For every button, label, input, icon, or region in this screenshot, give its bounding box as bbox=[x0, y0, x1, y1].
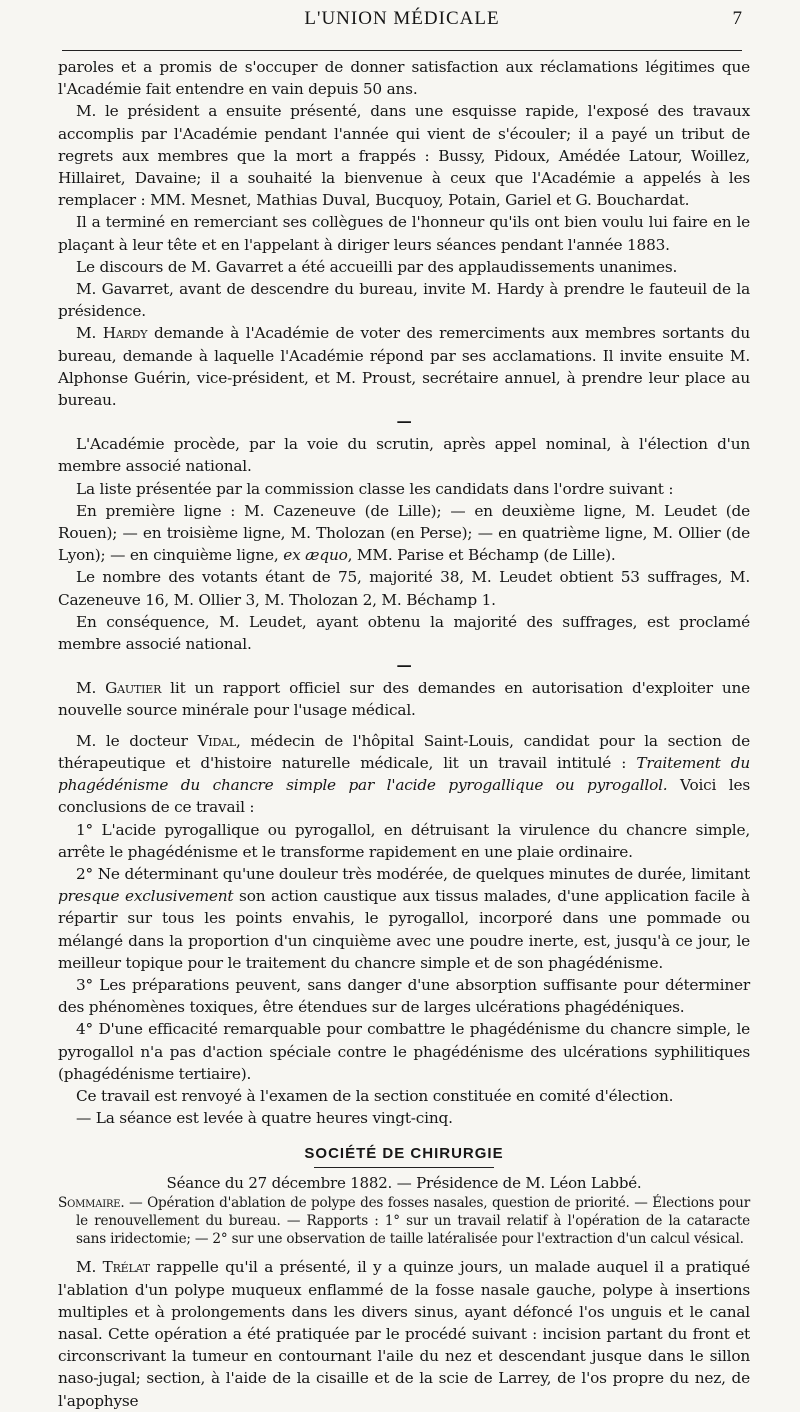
paragraph bbox=[58, 730, 750, 819]
paragraph-text: , MM. Parise et Béchamp (de Lille). bbox=[347, 546, 616, 565]
paragraph-text: demande à l'Académie de voter des remerciments aux membres sortants du bureau, demande à laquelle l'Académie répond par ses acclamations. Il invite ensuite M. Alphonse Guérin, vice-président, et M. Proust, secrétaire annuel, à prendre leur place au bureau. bbox=[58, 324, 750, 410]
paragraph-text: lit un rapport officiel sur des demandes en autorisation d'exploiter une nouvelle source minérale pour l'usage médical. bbox=[58, 679, 750, 720]
italic-text: ex æquo bbox=[283, 546, 348, 565]
work-title: Traitement du phagédénisme du chancre simple par l'acide pyrogallique ou pyrogallol. bbox=[58, 753, 750, 795]
paragraph-text: son action caustique aux tissus malades, d'une application facile à répartir sur tous les points envahis, le pyrogallol, incorporé dans une pommade ou mélangé dans la proportion d'un cinquième avec une poudre inerte, est, jusqu'à ce jour, le meilleur topique pour le traitement du chancre simple et de son phagédénisme. bbox=[58, 887, 750, 972]
paragraph-text: rappelle qu'il a présenté, il y a quinze jours, un malade auquel il a pratiqué l'ablation d'un polype muqueux enflammé de la fosse nasale gauche, polype à insertions multiples et à prolongements dans les divers sinus, ayant défoncé l'os unguis et le canal nasal. Cette opération a été pratiquée par le procédé suivant : incision partant du front et circonscrivant la tumeur en contournant l'aile du nez et descendant jusque dans le sillon naso-jugal; section, à l'aide de la cisaille et de la scie de Larrey, de l'os propre du nez, de l'apophyse bbox=[58, 1258, 750, 1410]
sommaire bbox=[58, 1194, 750, 1248]
running-header bbox=[62, 6, 742, 34]
paragraph: M. le président a ensuite présenté, dans une esquisse rapide, l'exposé des travaux accomplis par l'Académie pendant l'année qui vient de s'écouler; il a payé un tribut de regrets aux membres que la mort a frappés : Bussy, Pidoux, Amédée Latour, Woillez, Hillairet, Davaine; il a souhaité la bienvenue à ceux que l'Académie a appelés à les remplacer : MM. Mesnet, Mathias Duval, Bucquoy, Potain, Gariel et G. Bouchardat. bbox=[58, 102, 750, 210]
paragraph bbox=[58, 500, 750, 567]
header-rule bbox=[62, 50, 742, 51]
paragraph: M. Gavarret, avant de descendre du bureau, invite M. Hardy à prendre le fauteuil de la présidence. bbox=[58, 280, 750, 321]
paragraph: Ce travail est renvoyé à l'examen de la section constituée en comité d'élection. bbox=[76, 1086, 674, 1105]
sommaire-label: Sommaire. bbox=[58, 1195, 125, 1212]
paragraph: Le discours de M. Gavarret a été accueilli par des applaudissements unanimes. bbox=[76, 257, 678, 276]
conclusion-item bbox=[58, 863, 750, 974]
paragraph-text: , médecin de l'hôpital Saint-Louis, candidat pour la section de thérapeutique et d'histoire naturelle médicale, lit un travail intitulé : bbox=[58, 731, 750, 772]
conclusion-item: 3° Les préparations peuvent, sans danger d'une absorption suffisante pour déterminer des phénomènes toxiques, être étendues sur de larges ulcérations phagédéniques. bbox=[58, 975, 750, 1017]
paragraph bbox=[58, 322, 750, 411]
paragraph-text: M. le docteur bbox=[76, 731, 198, 750]
paragraph: — La séance est levée à quatre heures vingt-cinq. bbox=[76, 1109, 453, 1128]
paragraph-text: En première ligne : M. Cazeneuve (de Lille); — en deuxième ligne, M. Leudet (de Rouen); — en troisième ligne, M. Tholozan (en Perse); — en quatrième ligne, M. Ollier (de Lyon); — en cinquième ligne, bbox=[58, 501, 750, 565]
conclusion-item: 1° L'acide pyrogallique ou pyrogallol, en détruisant la virulence du chancre simple, arrête le phagédénisme et le transforme rapidement en une plaie ordinaire. bbox=[58, 820, 750, 861]
paragraph: La liste présentée par la commission classe les candidats dans l'ordre suivant : bbox=[76, 479, 674, 498]
page-number: 7 bbox=[732, 8, 742, 29]
seance-line: Séance du 27 décembre 1882. — Présidence de M. Léon Labbé. bbox=[166, 1174, 642, 1193]
paragraph-text: 2° Ne déterminant qu'une douleur très modérée, de quelques minutes de durée, limitant bbox=[76, 864, 750, 883]
paragraph: paroles et a promis de s'occuper de donner satisfaction aux réclamations légitimes que l'Académie fait entendre en vain depuis 50 ans. bbox=[58, 58, 750, 99]
paragraph: Il a terminé en remerciant ses collègues de l'honneur qu'ils ont bien voulu lui faire en le plaçant à leur tête et en l'appelant à diriger leurs séances pendant l'année 1883. bbox=[58, 213, 750, 254]
italic-text: presque exclusivement bbox=[58, 887, 234, 906]
speaker-name: M. Trélat bbox=[76, 1258, 150, 1277]
sommaire-text: — Opération d'ablation de polype des fosses nasales, question de priorité. — Élections pour le renouvellement du bureau. — Rapports : 1° sur un travail relatif à l'opération de la cataracte sans iridectomie; — 2° sur une observation de taille latéralisée pour l'extraction d'un calcul vésical. bbox=[76, 1195, 750, 1248]
paragraph bbox=[58, 677, 750, 721]
section-title: SOCIÉTÉ DE CHIRURGIE bbox=[304, 1145, 504, 1163]
section-rule bbox=[314, 1167, 494, 1168]
speaker-name: M. Hardy bbox=[76, 324, 148, 343]
paragraph bbox=[58, 1256, 750, 1411]
speaker-name: M. Gautier bbox=[76, 679, 162, 698]
separator: — bbox=[396, 412, 412, 431]
paragraph: L'Académie procède, par la voie du scrutin, après appel nominal, à l'élection d'un membre associé national. bbox=[58, 435, 750, 476]
paragraph-text: Voici les conclusions de ce travail : bbox=[58, 776, 750, 817]
paragraph: En conséquence, M. Leudet, ayant obtenu la majorité des suffrages, est proclamé membre associé national. bbox=[58, 612, 750, 654]
speaker-name: Vidal bbox=[197, 731, 237, 750]
paragraph: Le nombre des votants étant de 75, majorité 38, M. Leudet obtient 53 suffrages, M. Cazeneuve 16, M. Ollier 3, M. Tholozan 2, M. Béchamp 1. bbox=[58, 568, 750, 609]
body-text bbox=[58, 56, 750, 1412]
separator: — bbox=[396, 656, 412, 675]
journal-title: L'UNION MÉDICALE bbox=[304, 8, 500, 29]
conclusion-item: 4° D'une efficacité remarquable pour combattre le phagédénisme du chancre simple, le pyrogallol n'a pas d'action spéciale contre le phagédénisme des ulcérations syphilitiques (phagédénisme tertiaire). bbox=[58, 1020, 750, 1083]
